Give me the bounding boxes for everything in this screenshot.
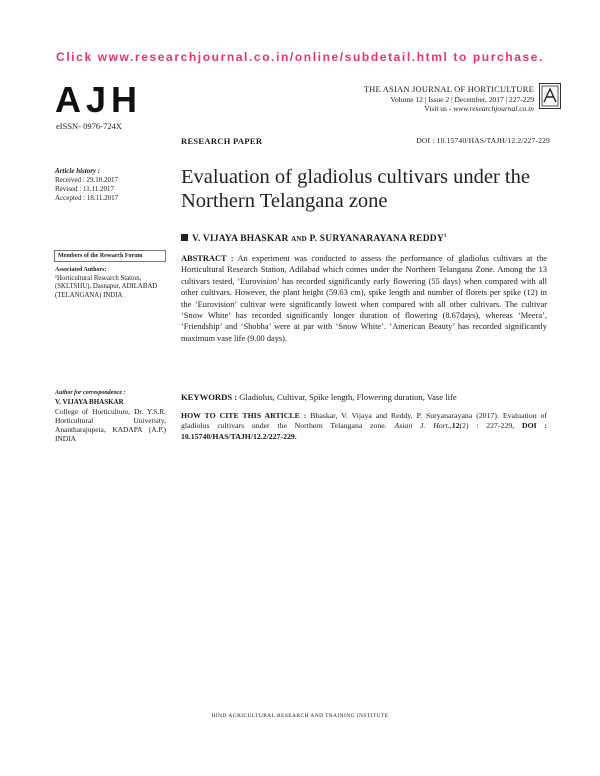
- journal-logo-text: AJH: [55, 79, 143, 120]
- square-bullet-icon: [181, 234, 188, 241]
- abstract: [181, 253, 547, 344]
- website-link[interactable]: www.researchjournal.co.in: [453, 104, 534, 113]
- received-date: Received : 29.10.2017: [55, 176, 118, 184]
- keywords: [181, 392, 547, 403]
- volume-line: Volume 12 | Issue 2 | December, 2017 | 227-229: [390, 94, 534, 104]
- journal-info: [284, 85, 534, 114]
- associated-address: ¹Horticultural Research Station, (SKLTSHU), Dasnapur, ADILABAD (TELANGANA) INDIA: [55, 274, 158, 299]
- history-label: Article history :: [55, 167, 101, 175]
- cite-doi: 10.15740/HAS/TAJH/12.2/227-229.: [181, 431, 297, 441]
- members-label: Members of the Research Forum: [58, 253, 143, 259]
- keywords-text: Gladiolus, Cultivar, Spike length, Flowering duration, Vase life: [239, 392, 457, 402]
- corr-label: Author for correspondence :: [55, 390, 126, 396]
- cite-journal: Asian J. Hort.,: [394, 421, 452, 431]
- corr-name: V. VIJAYA BHASKAR: [55, 398, 124, 406]
- associated-authors: [55, 266, 165, 300]
- purchase-link[interactable]: Click www.researchjournal.co.in/online/subdetail.html to purchase.: [56, 50, 544, 64]
- visit-label: Visit us -: [424, 104, 452, 113]
- abstract-text: An experiment was conducted to assess the performance of gladiolus cultivars at the Horticultural Research Station, Adilabad which comes under the Northern Telangana Zone. Among the 13 cultivars tested, ‘Eurovision’ has recorded significantly early flowering (55 days) when compared with all other cultivars. However, the plant height (59.63 cm), spike length and number of florets per spike (12) in the ‘Eurovision’ cultivar were significantly lowest when compared with all other cultivars. The cultivar ‘Snow White’ has recorded significantly longer duration of flowering (8.67days), whereas ‘Meera’, ‘Friendship’ and ‘Shobha’ were at par with ‘Snow White’. ‘American Beauty’ has recorded significantly maximum vase life (9.00 days).: [181, 254, 547, 343]
- doi: DOI : 10.15740/HAS/TAJH/12.2/227-229: [416, 136, 550, 145]
- paper-type: RESEARCH PAPER: [181, 136, 263, 146]
- revised-date: Revised : 11.11.2017: [55, 185, 114, 193]
- associated-label: Associated Authors:: [55, 267, 107, 273]
- article-history: [55, 167, 167, 203]
- authors-and: AND: [291, 235, 307, 244]
- accepted-date: Accepted : 18.11.2017: [55, 194, 119, 202]
- author-b: P. SURYANARAYANA REDDY: [309, 234, 444, 245]
- author-affiliation-mark: 1: [443, 234, 447, 239]
- author-a: V. VIJAYA BHASKAR: [192, 234, 289, 245]
- journal-name: THE ASIAN JOURNAL OF HORTICULTURE: [363, 84, 534, 94]
- issn: eISSN- 0976-724X: [56, 121, 122, 131]
- keywords-label: KEYWORDS :: [181, 392, 238, 402]
- cite-text: Bhaskar, V. Vijaya and Reddy, P. Suryanarayana (2017). Evaluation of gladiolus cultivars under the Northern Telangana zone.: [181, 411, 547, 431]
- cite-volume: 12: [451, 421, 460, 431]
- how-to-cite: [181, 411, 547, 442]
- cite-issue-pages: (2) : 227-229,: [459, 421, 515, 431]
- cite-label: HOW TO CITE THIS ARTICLE :: [181, 411, 307, 420]
- journal-emblem-icon: [539, 83, 561, 109]
- cite-doi-label: DOI :: [521, 421, 547, 431]
- paper-title: Evaluation of gladiolus cultivars under the Northern Telangana zone: [181, 166, 530, 212]
- visit-line: [284, 104, 534, 114]
- authors: [181, 234, 447, 244]
- members-box: [54, 250, 166, 262]
- correspondence: [55, 389, 166, 443]
- corr-address: College of Horticulture, Dr. Y.S.R. Horticultural University, Anantharajupeta, KADAPA (A.P.) INDIA: [55, 407, 166, 443]
- publisher-footer: HIND AGRICULTURAL RESEARCH AND TRAINING INSTITUTE: [211, 713, 389, 719]
- abstract-label: ABSTRACT :: [181, 254, 234, 263]
